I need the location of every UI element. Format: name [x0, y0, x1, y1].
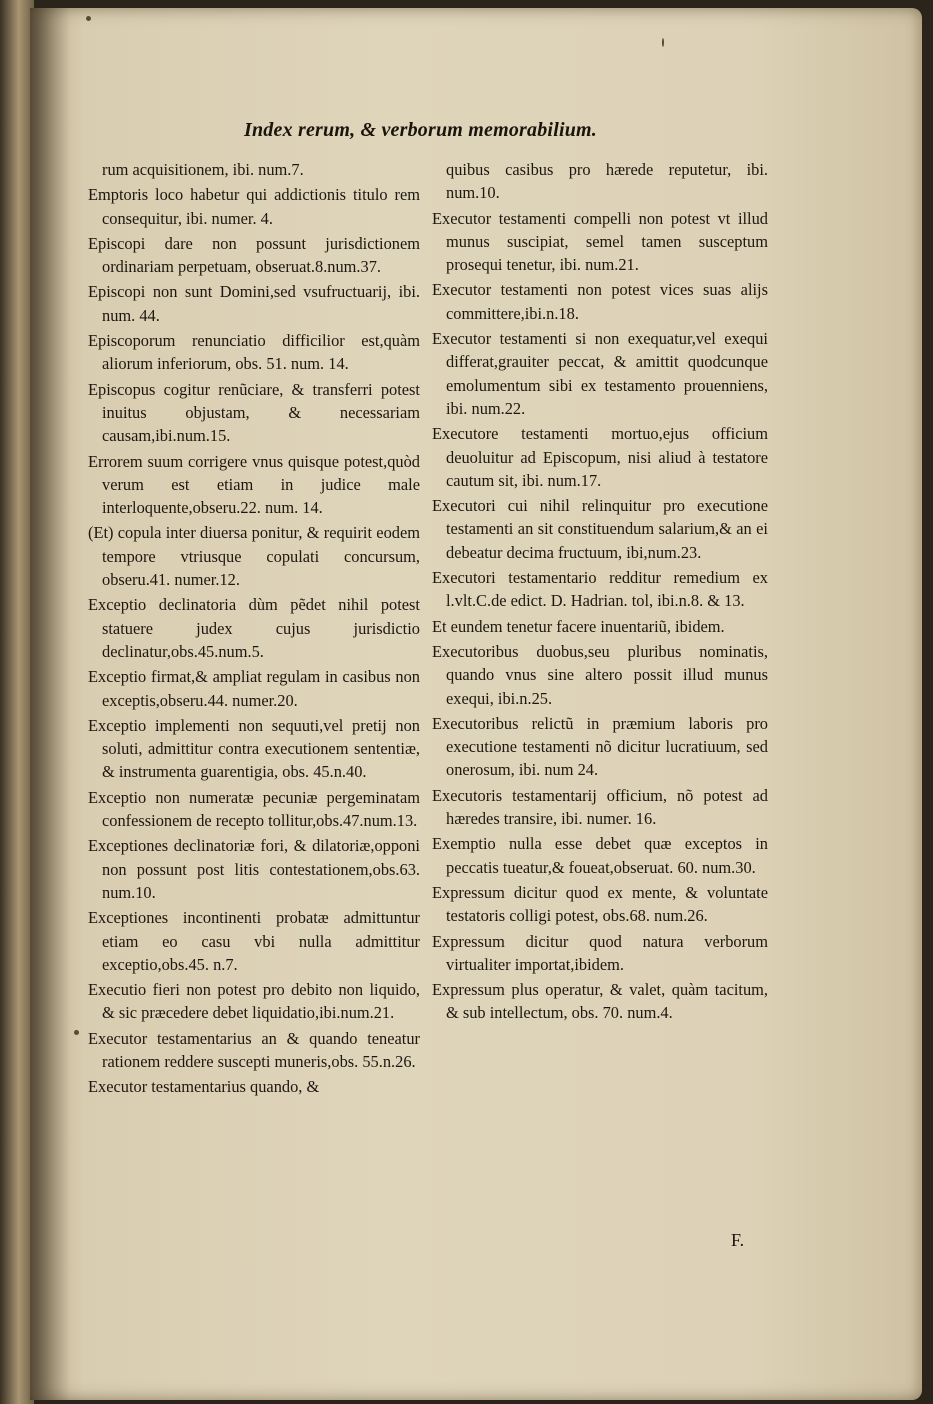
index-entry: Executore testamenti mortuo,ejus officium deuoluitur ad Episcopum, nisi aliud à testatore cautum sit, ibi. num.17. [432, 424, 768, 490]
index-entry: Executori cui nihil relinquitur pro executione testamenti an sit constituendum salarium,& an ei debeatur decima fructuum, ibi,num.23. [432, 496, 768, 562]
index-entry: Exemptio nulla esse debet quæ exceptos in peccatis tueatur,& foueat,obseruat. 60. num.30. [432, 834, 768, 877]
facing-page-edge [0, 0, 34, 1404]
index-entry: Exceptio non numeratæ pecuniæ pergeminatam confessionem de recepto tollitur,obs.47.num.13. [88, 787, 420, 831]
index-entry: Errorem suum corrigere vnus quisque potest,quòd verum est etiam in judice male interloquente,obseru.22. num. 14. [88, 451, 420, 518]
index-entry: Exceptio declinatoria dùm pẽdet nihil potest statuere judex cujus jurisdictio declinatur,obs.45.num.5. [88, 595, 420, 661]
index-entry: (Et) copula inter diuersa ponitur, & requirit eodem tempore vtriusque copulati concursum, obseru.41. numer.12. [88, 523, 420, 590]
index-entry: Executor testamentarius an & quando teneatur rationem reddere suscepti muneris,obs. 55.n.26. [88, 1028, 420, 1071]
paper-speck [74, 1030, 79, 1035]
index-entry: quibus casibus pro hærede reputetur, ibi. num.10. [446, 160, 768, 203]
index-entry: rum acquisitionem, ibi. num.7. [102, 160, 304, 179]
index-entry: Exceptiones declinatoriæ fori, & dilatoriæ,opponi non possunt post litis contestationem,obs.63. num.10. [88, 836, 420, 902]
index-entry: Executor testamenti compelli non potest vt illud munus suscipiat, semel tamen susceptum prosequi tenetur, ibi. num.21. [432, 208, 768, 275]
index-entry: Emptoris loco habetur qui addictionis titulo rem consequitur, ibi. numer. 4. [88, 185, 420, 228]
index-entry: Expressum plus operatur, & valet, quàm tacitum, & sub intellectum, obs. 70. num.4. [432, 980, 768, 1023]
paper-speck [86, 16, 91, 21]
index-entry: Executor testamentarius quando, & [88, 1077, 320, 1097]
index-entry: Exceptiones incontinenti probatæ admittuntur etiam eo casu vbi nulla admittitur exceptio,obs.45. n.7. [88, 908, 420, 974]
index-entry: Executori testamentario redditur remedium ex l.vlt.C.de edict. D. Hadrian. tol, ibi.n.8. & 13. [432, 568, 768, 611]
catchword: F. [731, 1230, 745, 1250]
index-entry: Episcoporum renunciatio difficilior est,quàm aliorum inferiorum, obs. 51. num. 14. [88, 331, 420, 374]
paper-speck [662, 38, 664, 47]
index-column-left [88, 158, 420, 1101]
index-entry: Executio fieri non potest pro debito non liquido, & sic præcedere debet liquidatio,ibi.num.21. [88, 980, 420, 1023]
index-column-right [432, 158, 768, 1027]
index-entry: Episcopi dare non possunt jurisdictionem ordinariam perpetuam, obseruat.8.num.37. [88, 233, 420, 277]
index-entry: Exceptio implementi non sequuti,vel pretij non soluti, admittitur contra executionem sententiæ, & instrumenta guarentigia, obs. 45.n.40. [88, 715, 420, 782]
index-entry: Exceptio firmat,& ampliat regulam in casibus non exceptis,obseru.44. numer.20. [88, 667, 420, 710]
running-head: Index rerum, & verborum memorabilium. [244, 119, 597, 141]
index-entry: Expressum dicitur quod natura verborum virtualiter importat,ibidem. [432, 931, 768, 974]
index-entry: Executoribus relictũ in præmium laboris pro executione testamenti nõ dicitur lucratiuum, sed onerosum, ibi. num 24. [432, 713, 768, 780]
index-entry: Executoris testamentarij officium, nõ potest ad hæredes transire, ibi. numer. 16. [432, 785, 768, 829]
index-entry: Executor testamenti non potest vices suas alijs committere,ibi.n.18. [432, 280, 768, 323]
index-entry: Executoribus duobus,seu pluribus nominatis, quando vnus sine altero possit illud munus exequi, ibi.n.25. [432, 641, 768, 708]
index-entry: Et eundem tenetur facere inuentariũ, ibidem. [432, 616, 725, 636]
index-entry: Episcopus cogitur renũciare, & transferri potest inuitus objustam, & necessariam causam,ibi.num.15. [88, 379, 420, 446]
index-entry: Episcopi non sunt Domini,sed vsufructuarij, ibi. num. 44. [88, 282, 420, 325]
index-entry: Executor testamenti si non exequatur,vel exequi differat,grauiter peccat, & amittit quodcunque emolumentum sibi ex testamento prouenniens, ibi. num.22. [432, 329, 768, 418]
index-entry: Expressum dicitur quod ex mente, & voluntate testatoris colligi potest, obs.68. num.26. [432, 882, 768, 926]
